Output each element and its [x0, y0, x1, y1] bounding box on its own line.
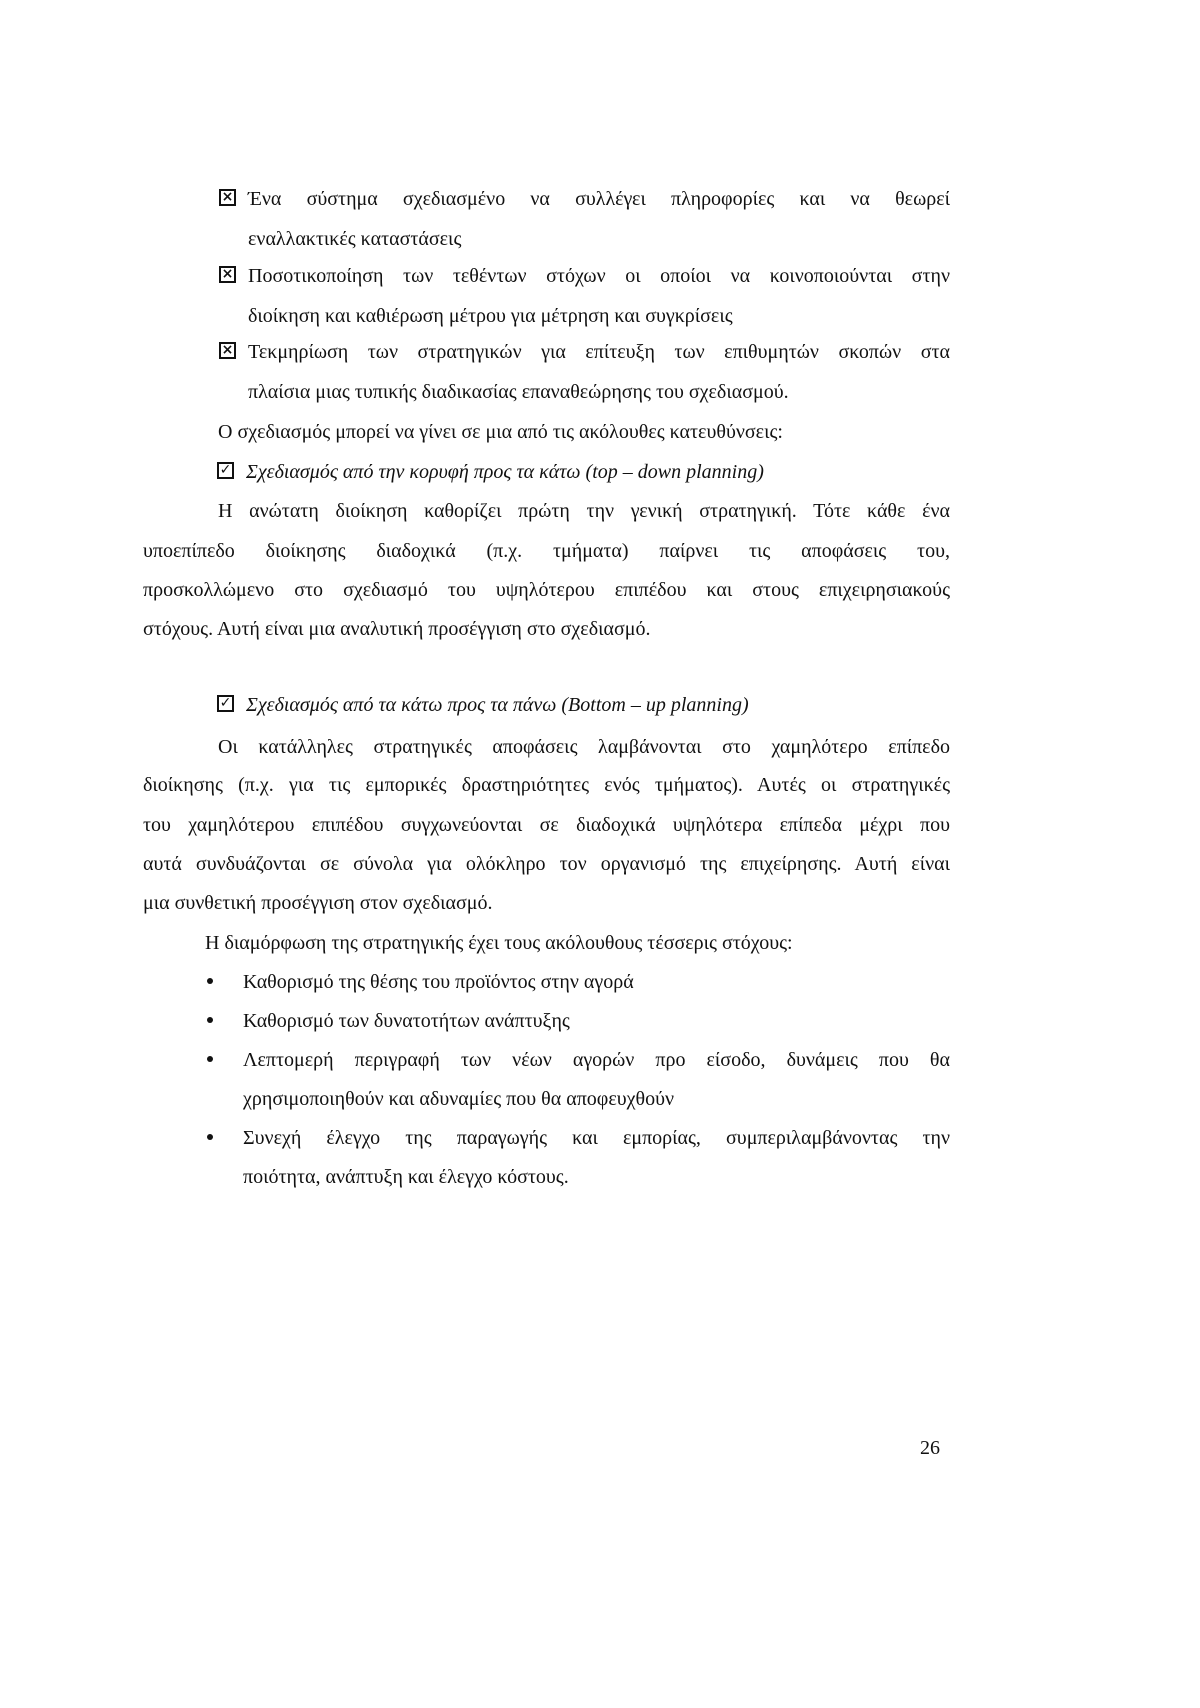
- goals-intro: Η διαμόρφωση της στρατηγικής έχει τους ακόλουθους τέσσερις στόχους:: [205, 932, 793, 954]
- bullet-icon: [207, 1017, 213, 1023]
- section-heading: Σχεδιασμός από τα κάτω προς τα πάνω (Bottom – up planning): [246, 694, 749, 716]
- bullet-icon: [207, 1134, 213, 1140]
- checkbox-item-line: εναλλακτικές καταστάσεις: [248, 228, 462, 250]
- goal-item: Λεπτομερή περιγραφή των νέων αγορών προ είσοδο, δυνάμεις που θα: [243, 1049, 950, 1071]
- section-heading: Σχεδιασμός από την κορυφή προς τα κάτω (top – down planning): [246, 461, 764, 483]
- page-number: 26: [920, 1437, 940, 1459]
- checkbox-x-icon: ×: [219, 342, 236, 359]
- goal-item: Καθορισμό της θέσης του προϊόντος στην αγορά: [243, 971, 634, 993]
- paragraph-line: του χαμηλότερου επιπέδου συγχωνεύονται σε διαδοχικά υψηλότερα επίπεδα μέχρι που: [143, 814, 950, 836]
- intro-text: Ο σχεδιασμός μπορεί να γίνει σε μια από τις ακόλουθες κατευθύνσεις:: [218, 421, 783, 443]
- paragraph-line: Η ανώτατη διοίκηση καθορίζει πρώτη την γενική στρατηγική. Τότε κάθε ένα: [218, 500, 950, 522]
- goal-item: Συνεχή έλεγχο της παραγωγής και εμπορίας, συμπεριλαμβάνοντας την: [243, 1127, 950, 1149]
- paragraph-line: μια συνθετική προσέγγιση στον σχεδιασμό.: [143, 892, 493, 914]
- goal-item: ποιότητα, ανάπτυξη και έλεγχο κόστους.: [243, 1166, 569, 1188]
- checkmark-icon: ✓: [217, 695, 234, 712]
- bullet-icon: [207, 1056, 213, 1062]
- paragraph-line: Οι κατάλληλες στρατηγικές αποφάσεις λαμβάνονται στο χαμηλότερο επίπεδο: [218, 736, 950, 758]
- checkbox-item-line: διοίκηση και καθιέρωση μέτρου για μέτρηση και συγκρίσεις: [248, 305, 733, 327]
- checkbox-x-icon: ×: [219, 189, 236, 206]
- checkbox-item-line: Τεκμηρίωση των στρατηγικών για επίτευξη των επιθυμητών σκοπών στα: [248, 341, 950, 363]
- paragraph-line: αυτά συνδυάζονται σε σύνολα για ολόκληρο τον οργανισμό της επιχείρησης. Αυτή είναι: [143, 853, 950, 875]
- paragraph-line: προσκολλώμενο στο σχεδιασμό του υψηλότερου επιπέδου και στους επιχειρησιακούς: [143, 579, 950, 601]
- bullet-icon: [207, 978, 213, 984]
- checkbox-item-line: Ένα σύστημα σχεδιασμένο να συλλέγει πληροφορίες και να θεωρεί: [248, 188, 950, 210]
- checkmark-icon: ✓: [217, 462, 234, 479]
- checkbox-x-icon: ×: [219, 266, 236, 283]
- paragraph-line: στόχους. Αυτή είναι μια αναλυτική προσέγγιση στο σχεδιασμό.: [143, 618, 651, 640]
- goal-item: Καθορισμό των δυνατοτήτων ανάπτυξης: [243, 1010, 570, 1032]
- goal-item: χρησιμοποιηθούν και αδυναμίες που θα αποφευχθούν: [243, 1088, 675, 1110]
- paragraph-line: διοίκησης (π.χ. για τις εμπορικές δραστηριότητες ενός τμήματος). Αυτές οι στρατηγικές: [143, 774, 950, 796]
- checkbox-item-line: πλαίσια μιας τυπικής διαδικασίας επαναθεώρησης του σχεδιασμού.: [248, 381, 789, 403]
- paragraph-line: υποεπίπεδο διοίκησης διαδοχικά (π.χ. τμήματα) παίρνει τις αποφάσεις του,: [143, 540, 950, 562]
- checkbox-item-line: Ποσοτικοποίηση των τεθέντων στόχων οι οποίοι να κοινοποιούνται στην: [248, 265, 950, 287]
